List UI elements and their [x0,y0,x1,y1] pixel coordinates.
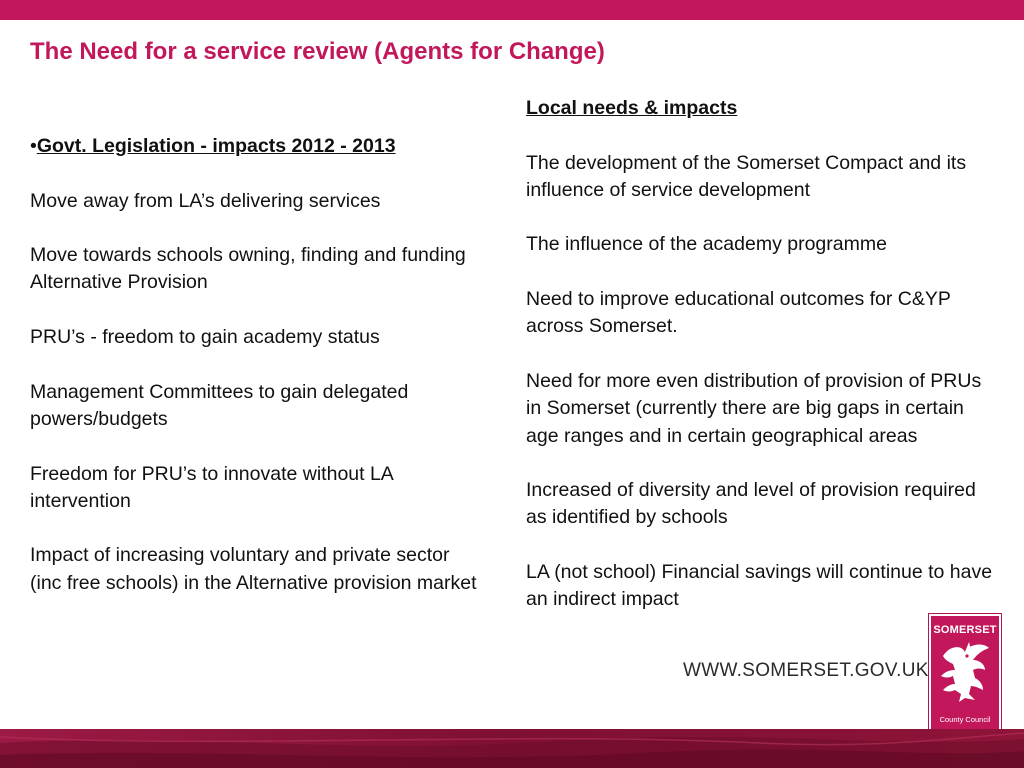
right-column [526,95,996,614]
somerset-crest-logo [929,614,1001,732]
bullet-marker: • [30,135,37,157]
left-heading-line [30,133,485,160]
dragon-icon [935,638,995,710]
left-item-4: Management Committees to gain delegated powers/budgets [30,380,409,430]
right-item-3: Need to improve educational outcomes for C&YP across Somerset. [526,288,951,338]
left-heading: Govt. Legislation - impacts 2012 - 2013 [36,135,396,157]
crest-name: SOMERSET [933,624,997,636]
left-column [30,133,485,597]
right-item-4: Need for more even distribution of provision of PRUs in Somerset (currently there are big gaps in certain age ranges and in certain geographical areas [526,369,982,447]
right-item-5: Increased of diversity and level of provision required as identified by schools [526,479,976,529]
slide-title: The Need for a service review (Agents for Change) [30,38,605,65]
left-item-5: Freedom for PRU’s to innovate without LA intervention [30,462,393,512]
right-item-6: LA (not school) Financial savings will continue to have an indirect impact [526,561,993,611]
left-item-2: Move towards schools owning, finding and funding Alternative Provision [30,244,466,294]
right-heading: Local needs & impacts [526,97,738,119]
right-item-1: The development of the Somerset Compact and its influence of service development [526,151,967,201]
right-item-2: The influence of the academy programme [526,233,887,256]
top-accent-bar [0,0,1024,20]
left-item-1: Move away from LA’s delivering services [30,189,381,212]
left-item-6: Impact of increasing voluntary and private sector (inc free schools) in the Alternative provision market [30,544,477,594]
crest-subtitle: County Council [939,715,991,724]
website-url: WWW.SOMERSET.GOV.UK [683,660,929,681]
bottom-decorative-band [0,729,1024,768]
left-item-3: PRU’s - freedom to gain academy status [30,326,380,349]
